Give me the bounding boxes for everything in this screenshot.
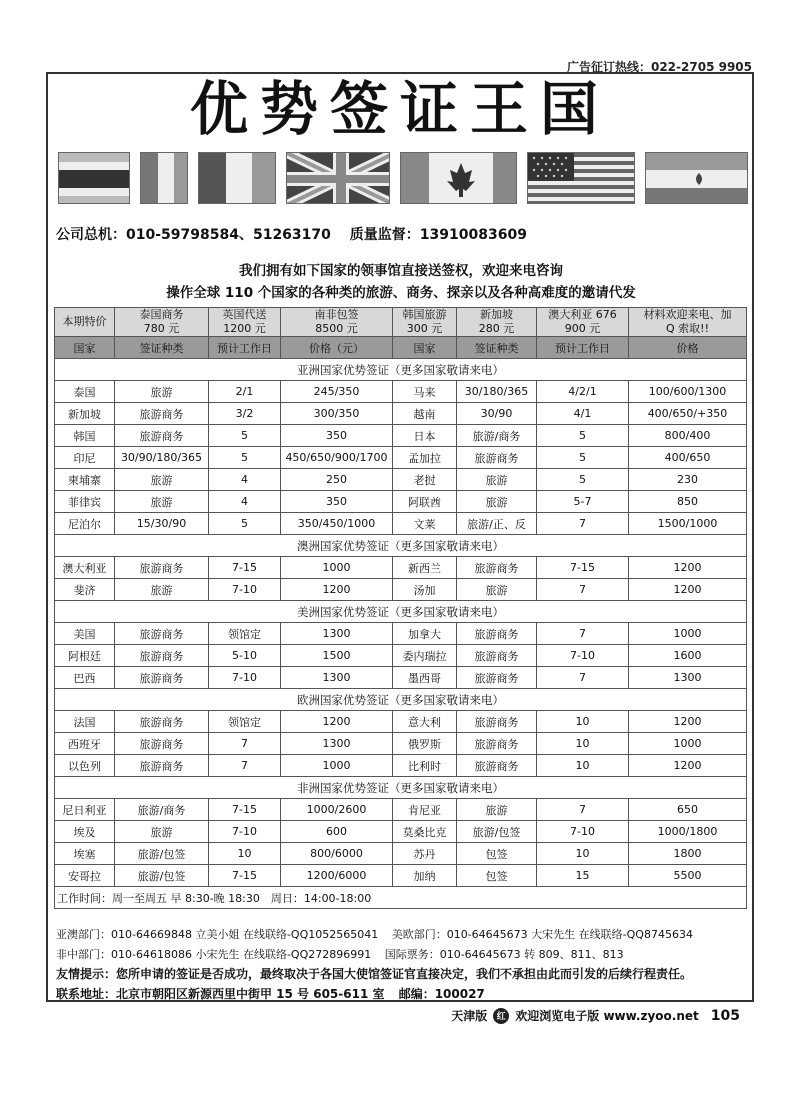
table-cell: 越南: [393, 403, 457, 425]
table-cell: 600: [281, 821, 393, 843]
table-cell: 7: [537, 623, 629, 645]
table-cell: 1300: [281, 733, 393, 755]
table-cell: 7: [537, 513, 629, 535]
slogan-link[interactable]: 欢迎浏览电子版 www.zyoo.net: [515, 1009, 699, 1023]
table-cell: 7-15: [537, 557, 629, 579]
table-cell: 5-10: [209, 645, 281, 667]
table-cell: 5: [209, 447, 281, 469]
table-cell: 斐济: [55, 579, 115, 601]
table-cell: 1200: [281, 711, 393, 733]
table-cell: 包签: [457, 865, 537, 887]
table-cell: 1300: [281, 623, 393, 645]
table-cell: 7: [209, 733, 281, 755]
table-cell: 旅游/包签: [115, 843, 209, 865]
table-cell: 旅游/包签: [115, 865, 209, 887]
ticket-contact: 国际票务：010-64645673 转 809、811、813: [384, 948, 624, 961]
table-cell: 10: [537, 733, 629, 755]
worktime: 工作时间：周一至周五 早 8:30-晚 18:30 周日：14:00-18:00: [55, 887, 747, 909]
table-cell: 350/450/1000: [281, 513, 393, 535]
table-cell: 7-10: [209, 579, 281, 601]
table-cell: 245/350: [281, 381, 393, 403]
table-cell: 30/90: [457, 403, 537, 425]
table-cell: 5: [537, 447, 629, 469]
section-title: 澳洲国家优势签证（更多国家敬请来电）: [55, 535, 747, 557]
table-cell: 苏丹: [393, 843, 457, 865]
table-cell: 250: [281, 469, 393, 491]
table-cell: 2/1: [209, 381, 281, 403]
table-cell: 1300: [281, 667, 393, 689]
canada-flag: [400, 152, 516, 204]
table-cell: 1000: [629, 733, 747, 755]
table-cell: 加拿大: [393, 623, 457, 645]
table-cell: 旅游/包签: [457, 821, 537, 843]
section-title-row: [55, 535, 747, 557]
table-cell: 意大利: [393, 711, 457, 733]
table-cell: 10: [537, 755, 629, 777]
table-row: [55, 645, 747, 667]
table-cell: 100/600/1300: [629, 381, 747, 403]
table-cell: 30/90/180/365: [115, 447, 209, 469]
table-cell: 1200/6000: [281, 865, 393, 887]
table-cell: 日本: [393, 425, 457, 447]
table-cell: 旅游商务: [457, 711, 537, 733]
table-cell: 1000: [281, 755, 393, 777]
table-cell: 1000: [281, 557, 393, 579]
table-cell: 阿根廷: [55, 645, 115, 667]
address: 联系地址：北京市朝阳区新源西里中街甲 15 号 605-611 室: [56, 987, 385, 1001]
table-cell: 旅游商务: [115, 733, 209, 755]
table-cell: 比利时: [393, 755, 457, 777]
column-header: 签证种类: [115, 337, 209, 359]
table-cell: 350: [281, 491, 393, 513]
table-cell: 4: [209, 469, 281, 491]
red-badge-icon: 红: [493, 1008, 509, 1024]
africa-dept-contact: 非中部门：010-64618086 小宋先生 在线联络-QQ272896991: [56, 948, 372, 961]
table-cell: 800/400: [629, 425, 747, 447]
table-header-row: [55, 337, 747, 359]
table-cell: 领馆定: [209, 623, 281, 645]
table-cell: 7-15: [209, 865, 281, 887]
table-cell: 5: [209, 425, 281, 447]
table-cell: 旅游: [115, 821, 209, 843]
asia-dept-contact: 亚澳部门：010-64669848 立美小姐 在线联络-QQ1052565041: [56, 928, 379, 941]
table-cell: 4/1: [537, 403, 629, 425]
table-cell: 墨西哥: [393, 667, 457, 689]
table-cell: 旅游商务: [115, 645, 209, 667]
table-cell: 650: [629, 799, 747, 821]
table-cell: 旅游商务: [457, 557, 537, 579]
table-cell: 澳大利亚: [55, 557, 115, 579]
table-cell: 马来: [393, 381, 457, 403]
table-cell: 旅游/正、反: [457, 513, 537, 535]
company-phone: 公司总机：010-59798584、51263170: [56, 227, 331, 243]
table-cell: 1200: [629, 579, 747, 601]
special-offer-row: [55, 308, 747, 337]
europe-dept-contact: 美欧部门：010-64645673 大宋先生 在线联络-QQ8745634: [391, 928, 693, 941]
special-item: 英国代送 1200 元: [209, 308, 281, 337]
table-cell: 230: [629, 469, 747, 491]
table-cell: 旅游: [115, 381, 209, 403]
table-cell: 30/180/365: [457, 381, 537, 403]
table-row: [55, 403, 747, 425]
table-cell: 旅游商务: [115, 755, 209, 777]
france-flag: [198, 152, 276, 204]
table-cell: 莫桑比克: [393, 821, 457, 843]
table-cell: 800/6000: [281, 843, 393, 865]
table-cell: 旅游商务: [115, 557, 209, 579]
address-line: [56, 985, 495, 1002]
table-cell: 旅游: [457, 579, 537, 601]
table-cell: 旅游商务: [457, 733, 537, 755]
table-cell: 旅游商务: [457, 755, 537, 777]
table-cell: 印尼: [55, 447, 115, 469]
table-cell: 7: [537, 579, 629, 601]
table-cell: 肯尼亚: [393, 799, 457, 821]
table-cell: 旅游商务: [457, 623, 537, 645]
table-cell: 15: [537, 865, 629, 887]
table-cell: 委内瑞拉: [393, 645, 457, 667]
table-cell: 加纳: [393, 865, 457, 887]
table-cell: 柬埔寨: [55, 469, 115, 491]
table-cell: 旅游商务: [457, 645, 537, 667]
table-row: [55, 425, 747, 447]
table-cell: 5: [537, 425, 629, 447]
table-cell: 4/2/1: [537, 381, 629, 403]
table-cell: 3/2: [209, 403, 281, 425]
ad-hotline: 广告征订热线：022-2705 9905: [566, 60, 752, 74]
table-cell: 旅游: [457, 799, 537, 821]
table-cell: 1000: [629, 623, 747, 645]
table-cell: 5-7: [537, 491, 629, 513]
table-cell: 7-15: [209, 557, 281, 579]
section-title: 欧洲国家优势签证（更多国家敬请来电）: [55, 689, 747, 711]
table-cell: 400/650: [629, 447, 747, 469]
column-header: 预计工作日: [537, 337, 629, 359]
special-item: 新加坡 280 元: [457, 308, 537, 337]
footer-line-2: [56, 946, 634, 962]
table-cell: 450/650/900/1700: [281, 447, 393, 469]
table-cell: 泰国: [55, 381, 115, 403]
section-title-row: [55, 689, 747, 711]
section-title-row: [55, 359, 747, 381]
table-cell: 1300: [629, 667, 747, 689]
table-cell: 7-10: [209, 821, 281, 843]
table-cell: 旅游: [115, 491, 209, 513]
special-item: 南非包签 8500 元: [281, 308, 393, 337]
table-cell: 5500: [629, 865, 747, 887]
table-cell: 旅游: [115, 579, 209, 601]
table-cell: 1200: [629, 711, 747, 733]
table-cell: 7: [537, 667, 629, 689]
iran-flag: [645, 152, 748, 204]
table-cell: 1200: [629, 755, 747, 777]
table-cell: 尼日利亚: [55, 799, 115, 821]
table-cell: 7-10: [537, 821, 629, 843]
table-row: [55, 799, 747, 821]
table-cell: 以色列: [55, 755, 115, 777]
table-cell: 1000/2600: [281, 799, 393, 821]
table-row: [55, 513, 747, 535]
table-cell: 巴西: [55, 667, 115, 689]
section-title: 美洲国家优势签证（更多国家敬请来电）: [55, 601, 747, 623]
table-cell: 旅游/商务: [115, 799, 209, 821]
brand-title: 优势签证王国: [189, 75, 610, 143]
usa-flag: [527, 152, 636, 204]
quality-supervision: 质量监督：13910083609: [349, 227, 527, 243]
table-cell: 韩国: [55, 425, 115, 447]
table-cell: 10: [537, 711, 629, 733]
visa-price-table: [54, 307, 747, 909]
tagline-services: 操作全球 110 个国家的各种类的旅游、商务、探亲以及各种高难度的邀请代发: [166, 285, 636, 301]
table-cell: 7: [537, 799, 629, 821]
table-row: [55, 623, 747, 645]
special-item: 泰国商务 780 元: [115, 308, 209, 337]
table-cell: 400/650/+350: [629, 403, 747, 425]
table-cell: 4: [209, 491, 281, 513]
table-row: [55, 711, 747, 733]
table-row: [55, 557, 747, 579]
table-cell: 10: [209, 843, 281, 865]
column-header: 国家: [393, 337, 457, 359]
edition-label: 天津版: [451, 1009, 488, 1023]
friendly-tip: 友情提示：您所申请的签证是否成功，最终取决于各国大使馆签证官直接决定，我们不承担由此而引发的后续行程责任。: [56, 967, 693, 981]
column-header: 价格（元）: [281, 337, 393, 359]
table-cell: 7-15: [209, 799, 281, 821]
table-cell: 1200: [629, 557, 747, 579]
table-cell: 旅游商务: [457, 447, 537, 469]
table-cell: 新加坡: [55, 403, 115, 425]
table-cell: 7: [209, 755, 281, 777]
table-row: [55, 491, 747, 513]
table-cell: 5: [209, 513, 281, 535]
table-cell: 西班牙: [55, 733, 115, 755]
table-cell: 俄罗斯: [393, 733, 457, 755]
table-cell: 美国: [55, 623, 115, 645]
column-header: 预计工作日: [209, 337, 281, 359]
table-cell: 1800: [629, 843, 747, 865]
table-cell: 旅游商务: [115, 623, 209, 645]
table-cell: 旅游商务: [457, 667, 537, 689]
table-row: [55, 579, 747, 601]
section-title: 非洲国家优势签证（更多国家敬请来电）: [55, 777, 747, 799]
table-cell: 旅游: [457, 469, 537, 491]
table-row: [55, 843, 747, 865]
table-row: [55, 381, 747, 403]
table-cell: 包签: [457, 843, 537, 865]
table-cell: 旅游: [457, 491, 537, 513]
table-cell: 300/350: [281, 403, 393, 425]
table-cell: 埃及: [55, 821, 115, 843]
table-cell: 旅游: [115, 469, 209, 491]
table-cell: 1500/1000: [629, 513, 747, 535]
table-cell: 旅游商务: [115, 711, 209, 733]
table-cell: 法国: [55, 711, 115, 733]
table-cell: 5: [537, 469, 629, 491]
table-cell: 安哥拉: [55, 865, 115, 887]
table-cell: 新西兰: [393, 557, 457, 579]
section-title-row: [55, 601, 747, 623]
column-header: 签证种类: [457, 337, 537, 359]
table-cell: 阿联酋: [393, 491, 457, 513]
table-row: [55, 755, 747, 777]
table-cell: 350: [281, 425, 393, 447]
table-cell: 1200: [281, 579, 393, 601]
uk-flag: [286, 152, 391, 204]
column-header: 价格: [629, 337, 747, 359]
table-cell: 1500: [281, 645, 393, 667]
table-cell: 1000/1800: [629, 821, 747, 843]
table-row: [55, 667, 747, 689]
company-contacts: [56, 224, 541, 244]
table-cell: 领馆定: [209, 711, 281, 733]
table-row: [55, 733, 747, 755]
table-cell: 1600: [629, 645, 747, 667]
table-cell: 旅游商务: [115, 425, 209, 447]
table-cell: 旅游商务: [115, 403, 209, 425]
thailand-flag: [58, 152, 130, 204]
special-note: 材料欢迎来电、加 Q 索取!!: [629, 308, 747, 337]
table-row: [55, 865, 747, 887]
page-number: 105: [710, 1007, 740, 1024]
table-cell: 7-10: [537, 645, 629, 667]
italy-flag: [140, 152, 188, 204]
worktime-row: [55, 887, 747, 909]
tagline-consulate: 我们拥有如下国家的领事馆直接送签权，欢迎来电咨询: [239, 263, 563, 279]
postcode: 邮编：100027: [398, 987, 485, 1001]
table-cell: 7-10: [209, 667, 281, 689]
special-item: 澳大利亚 676 900 元: [537, 308, 629, 337]
page-footer: [451, 1007, 740, 1024]
table-cell: 孟加拉: [393, 447, 457, 469]
special-label: 本期特价: [55, 308, 115, 337]
table-cell: 菲律宾: [55, 491, 115, 513]
column-header: 国家: [55, 337, 115, 359]
table-cell: 15/30/90: [115, 513, 209, 535]
table-row: [55, 469, 747, 491]
table-cell: 旅游/商务: [457, 425, 537, 447]
flag-strip: [58, 152, 748, 204]
section-title-row: [55, 777, 747, 799]
table-cell: 文莱: [393, 513, 457, 535]
table-row: [55, 447, 747, 469]
table-cell: 850: [629, 491, 747, 513]
table-cell: 埃塞: [55, 843, 115, 865]
table-cell: 旅游商务: [115, 667, 209, 689]
section-title: 亚洲国家优势签证（更多国家敬请来电）: [55, 359, 747, 381]
table-cell: 尼泊尔: [55, 513, 115, 535]
table-row: [55, 821, 747, 843]
table-cell: 汤加: [393, 579, 457, 601]
table-cell: 老挝: [393, 469, 457, 491]
table-cell: 10: [537, 843, 629, 865]
special-item: 韩国旅游 300 元: [393, 308, 457, 337]
footer-line-1: [56, 926, 703, 942]
